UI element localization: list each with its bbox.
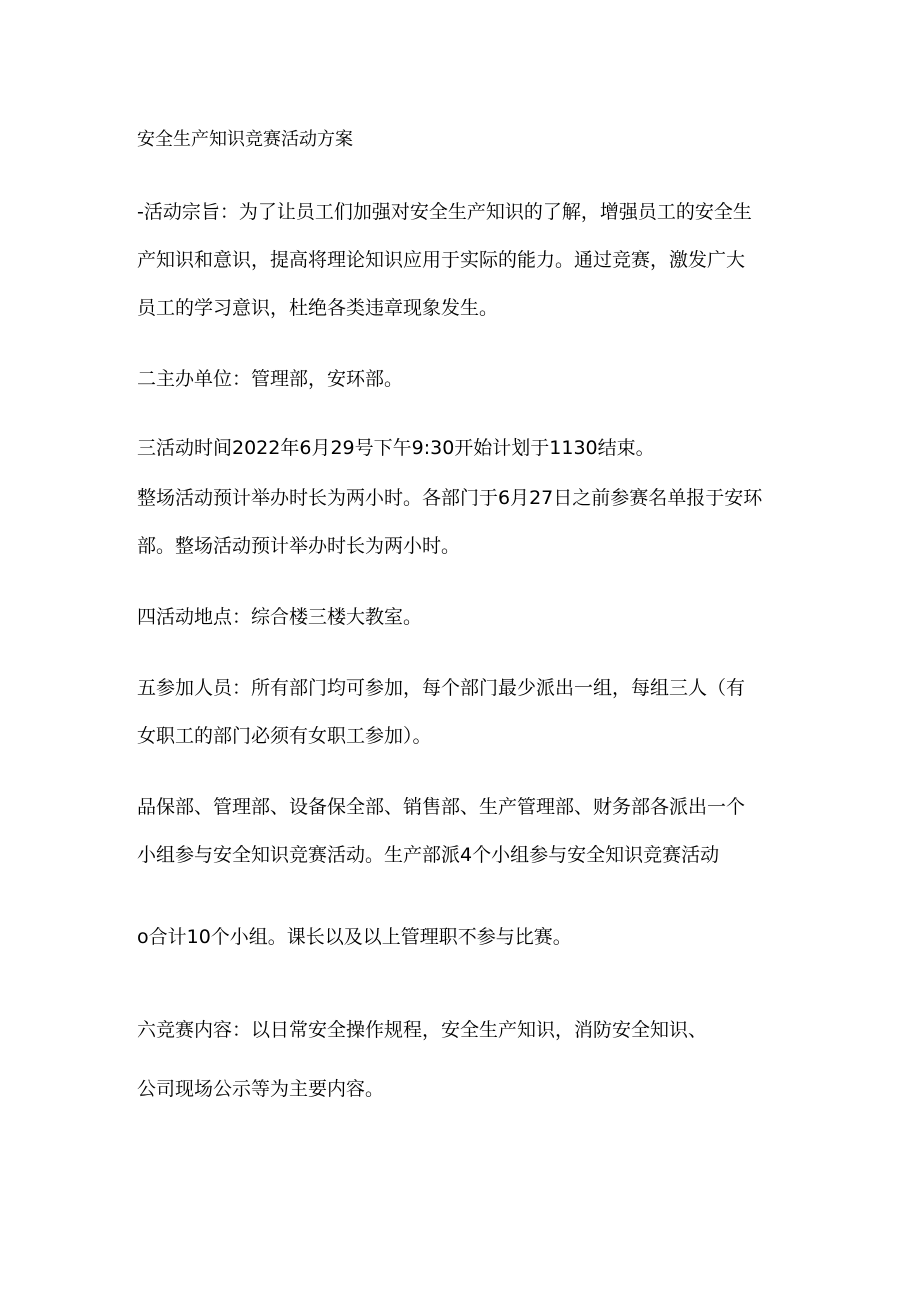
participants-line-2: 女职工的部门必须有女职工参加）。 — [137, 725, 432, 747]
location-line: 四活动地点：综合楼三楼大教室。 — [137, 606, 423, 628]
content-line-1: 六竞赛内容：以日常安全操作规程，安全生产知识，消防安全知识、 — [137, 1019, 708, 1041]
teams-line-1: 品保部、管理部、设备保全部、销售部、生产管理部、财务部各派出一个 — [137, 796, 746, 818]
time-line-1: 三活动时间2022年6月29号下午9:30开始计划于1130结束。 — [137, 437, 655, 459]
document-title: 安全生产知识竞赛活动方案 — [137, 129, 353, 150]
purpose-line-3: 员工的学习意识，杜绝各类违章现象发生。 — [137, 297, 499, 319]
organizer-line: 二主办单位：管理部，安环部。 — [137, 368, 404, 390]
participants-line-1: 五参加人员：所有部门均可参加，每个部门最少派出一组，每组三人（有 — [137, 677, 746, 699]
content-line-2: 公司现场公示等为主要内容。 — [137, 1078, 385, 1100]
time-line-2: 整场活动预计举办时长为两小时。各部门于6月27日之前参赛名单报于安环 — [137, 487, 763, 509]
teams-total-line: o合计10个小组。课长以及以上管理职不参与比赛。 — [137, 926, 572, 948]
teams-line-2: 小组参与安全知识竞赛活动。生产部派4个小组参与安全知识竞赛活动 — [137, 844, 720, 866]
time-line-3: 部。整场活动预计举办时长为两小时。 — [137, 535, 461, 557]
purpose-line-2: 产知识和意识，提高将理论知识应用于实际的能力。通过竞赛，激发广大 — [137, 249, 746, 271]
purpose-line-1: -活动宗旨：为了让员工们加强对安全生产知识的了解，增强员工的安全生 — [137, 201, 752, 223]
